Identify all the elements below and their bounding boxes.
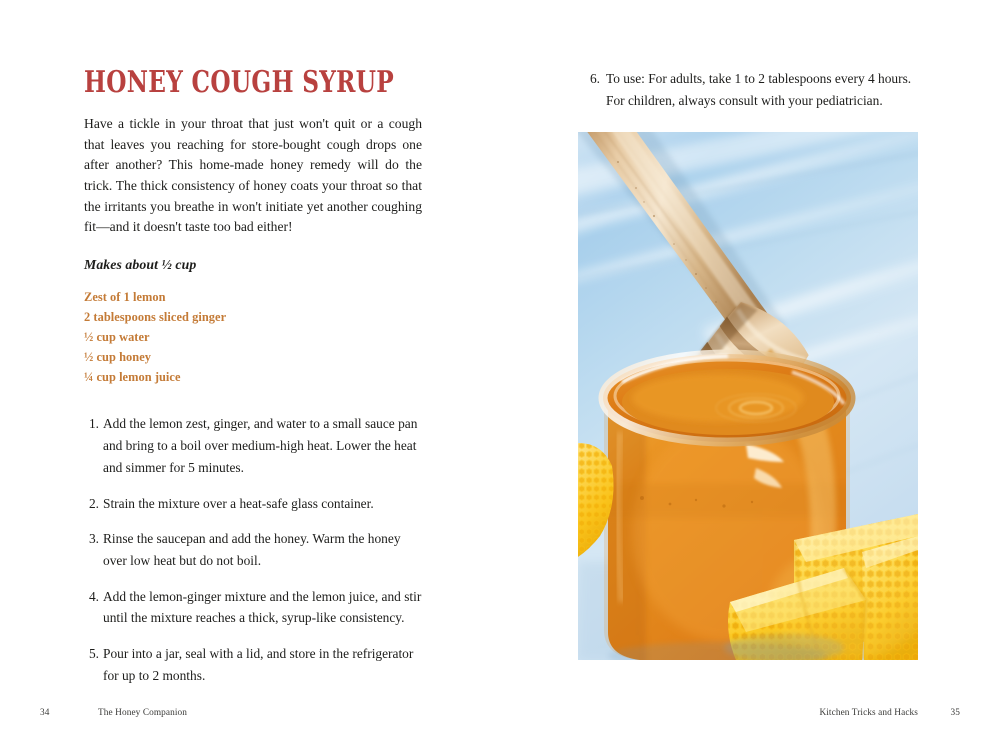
instruction-step: Add the lemon-ginger mixture and the lemon juice, and stir until the mixture reaches a thick, syrup-like consistency. [103, 588, 422, 626]
honey-jar-photograph [578, 132, 918, 660]
recipe-intro-paragraph: Have a tickle in your throat that just won't quit or a cough that leaves you reaching for store-bought cough drops one after another? This home-made honey remedy will do the trick. The thick consistency of honey coats your throat so that the irritants you breathe in won't initiate yet another coughing fit—and it doesn't taste too bad either! [84, 116, 422, 235]
instruction-step [578, 68, 918, 111]
instruction-step: Strain the mixture over a heat-safe glass container. [103, 495, 374, 511]
instruction-step: Rinse the saucepan and add the honey. Warm the honey over low heat but do not boil. [103, 531, 401, 568]
running-head: The Honey Companion [98, 708, 188, 718]
right-page [500, 0, 1000, 750]
instructions-list [84, 413, 422, 686]
instruction-step-text: To use: For adults, take 1 to 2 tablespoons every 4 hours. For children, always consult with your pediatrician. [606, 71, 912, 108]
right-page-footer [819, 708, 960, 718]
page-number: 34 [40, 708, 50, 718]
instruction-step: Pour into a jar, seal with a lid, and store in the refrigerator for up to 2 months. [103, 646, 414, 683]
ingredients-list [84, 287, 422, 387]
page-number: 35 [950, 708, 960, 718]
instruction-step: Add the lemon zest, ginger, and water to a small sauce pan and bring to a boil over medium-high heat. Lower the heat and simmer for 5 minutes. [103, 416, 418, 475]
recipe-yield: Makes about ½ cup [84, 256, 197, 272]
instructions-continued-list [578, 68, 918, 111]
running-head: Kitchen Tricks and Hacks [819, 708, 918, 718]
right-text-column [578, 68, 918, 111]
ingredient-item: 2 tablespoons sliced ginger [84, 310, 227, 325]
left-page-footer [40, 708, 187, 718]
ingredient-item: ½ cup water [84, 330, 150, 345]
ingredient-item: ¼ cup lemon juice [84, 370, 181, 385]
ingredient-item: ½ cup honey [84, 350, 151, 365]
honey-photo-illustration [578, 132, 918, 660]
page-title: HONEY COUGH SYRUP [84, 65, 395, 100]
instruction-step-number: 6. [589, 71, 600, 86]
ingredient-item: Zest of 1 lemon [84, 289, 166, 304]
left-text-column [84, 65, 422, 686]
